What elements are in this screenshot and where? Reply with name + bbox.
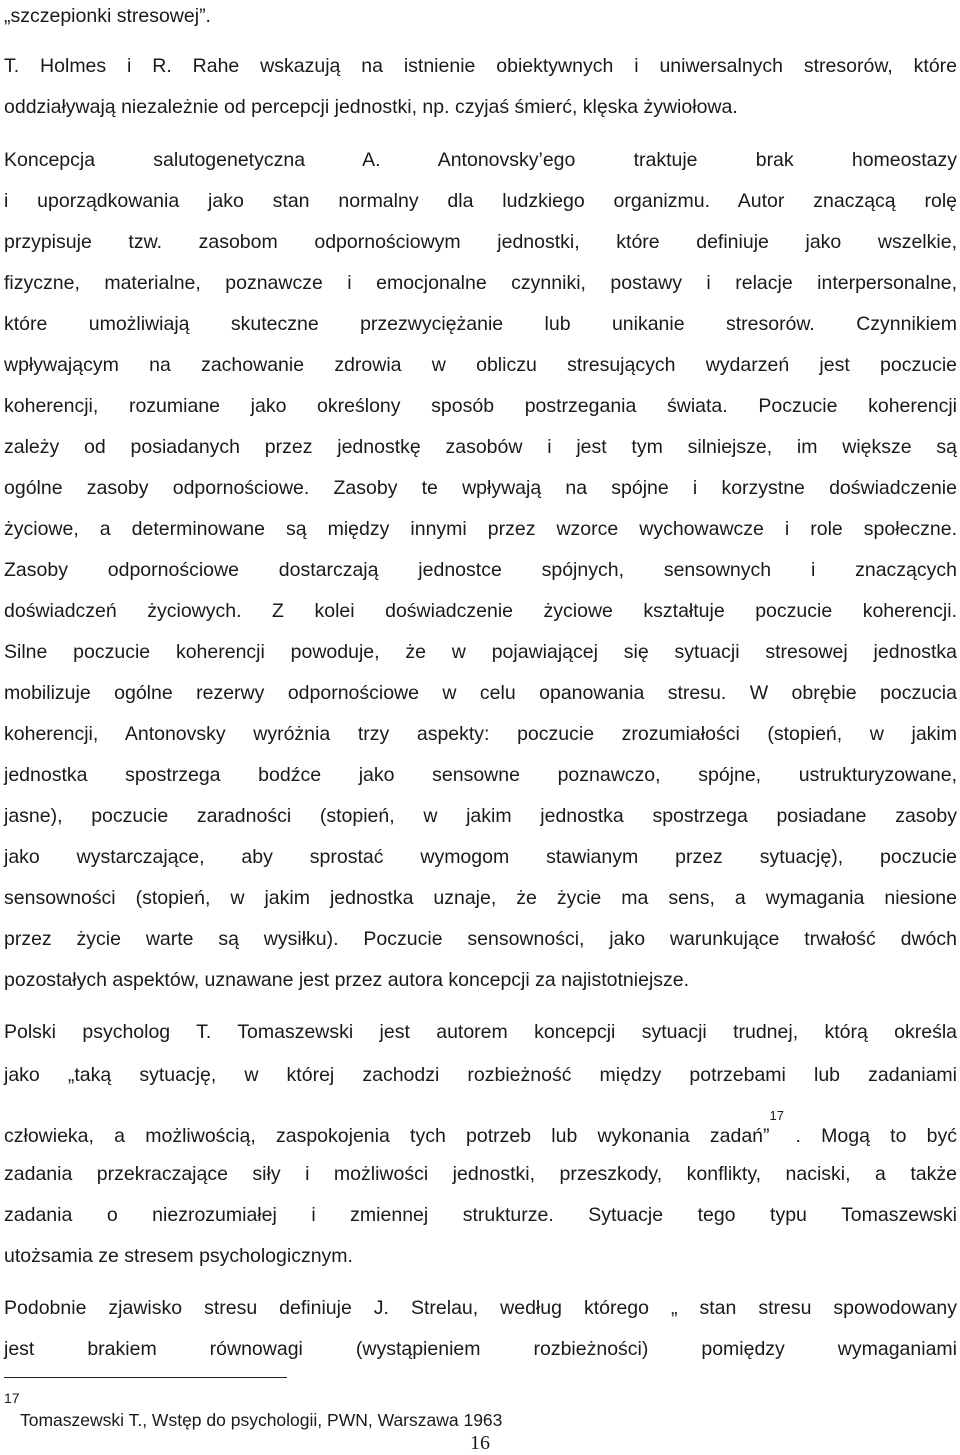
text-line: mobilizuje ogólne rezerwy odpornościowe w celu opanowania stresu. W obrębie poczucia bbox=[4, 682, 957, 704]
text-line: Koncepcja salutogenetyczna A. Antonovsky’ego traktuje brak homeostazy bbox=[4, 149, 957, 171]
text-line: koherencji, Antonovsky wyróżnia trzy aspekty: poczucie zrozumiałości (stopień, w jakim bbox=[4, 723, 957, 745]
text-line: przez życie warte są wysiłku). Poczucie sensowności, jako warunkujące trwałość dwóch bbox=[4, 928, 957, 950]
text-line: sensowności (stopień, w jakim jednostka uznaje, że życie ma sens, a wymagania niesione bbox=[4, 887, 957, 909]
text-line: Polski psycholog T. Tomaszewski jest autorem koncepcji sytuacji trudnej, którą określa bbox=[4, 1021, 957, 1043]
text-line: fizyczne, materialne, poznawcze i emocjonalne czynniki, postawy i relacje interpersonalne, bbox=[4, 272, 957, 294]
text-line: pozostałych aspektów, uznawane jest przez autora koncepcji za najistotniejsze. bbox=[4, 969, 690, 991]
text-line: oddziaływają niezależnie od percepcji jednostki, np. czyjaś śmierć, klęska żywiołowa. bbox=[4, 96, 738, 118]
text-line-with-footnote-ref bbox=[4, 1108, 957, 1150]
text-line: jednostka spostrzega bodźce jako sensowne poznawczo, spójne, ustrukturyzowane, bbox=[4, 764, 957, 786]
text-line: przypisuje tzw. zasobom odpornościowym jednostki, które definiuje jako wszelkie, bbox=[4, 231, 957, 253]
text-line: i uporządkowania jako stan normalny dla ludzkiego organizmu. Autor znaczącą rolę bbox=[4, 190, 957, 212]
text-line: Podobnie zjawisko stresu definiuje J. Strelau, według którego „ stan stresu spowodowany bbox=[4, 1297, 957, 1319]
text-line: Silne poczucie koherencji powoduje, że w pojawiającej się sytuacji stresowej jednostka bbox=[4, 641, 957, 663]
text-line: zadania o niezrozumiałej i zmiennej strukturze. Sytuacje tego typu Tomaszewski bbox=[4, 1204, 957, 1226]
text-segment: . Mogą to być bbox=[795, 1125, 957, 1147]
text-line: ogólne zasoby odpornościowe. Zasoby te wpływają na spójne i korzystne doświadczenie bbox=[4, 477, 957, 499]
footnote-text: Tomaszewski T., Wstęp do psychologii, PWN, Warszawa 1963 bbox=[20, 1410, 503, 1430]
text-line: jako wystarczające, aby sprostać wymogom stawianym przez sytuację), poczucie bbox=[4, 846, 957, 868]
text-line: jasne), poczucie zaradności (stopień, w jakim jednostka spostrzega posiadane zasoby bbox=[4, 805, 957, 827]
footnote-mark: 17 bbox=[4, 1390, 20, 1406]
text-segment: człowieka, a możliwością, zaspokojenia tych potrzeb lub wykonania zadań” bbox=[4, 1125, 770, 1147]
text-line: utożsamia ze stresem psychologicznym. bbox=[4, 1245, 353, 1267]
text-line: zależy od posiadanych przez jednostkę zasobów i jest tym silniejsze, im większe są bbox=[4, 436, 957, 458]
text-line: Zasoby odpornościowe dostarczają jednostce spójnych, sensownych i znaczących bbox=[4, 559, 957, 581]
text-line: życiowe, a determinowane są między innymi przez wzorce wychowawcze i role społeczne. bbox=[4, 518, 957, 540]
text-line: zadania przekraczające siły i możliwości jednostki, przeszkody, konflikty, naciski, a także bbox=[4, 1163, 957, 1185]
text-line: jako „taką sytuację, w której zachodzi rozbieżność między potrzebami lub zadaniami bbox=[4, 1064, 957, 1086]
text-line: T. Holmes i R. Rahe wskazują na istnienie obiektywnych i uniwersalnych stresorów, które bbox=[4, 55, 957, 77]
footnote-reference: 17 bbox=[769, 1108, 784, 1123]
text-line: koherencji, rozumiane jako określony sposób postrzegania świata. Poczucie koherencji bbox=[4, 395, 957, 417]
page-number: 16 bbox=[470, 1432, 490, 1454]
text-line: jest brakiem równowagi (wystąpieniem rozbieżności) pomiędzy wymaganiami bbox=[4, 1338, 957, 1360]
text-line: „szczepionki stresowej”. bbox=[4, 5, 211, 27]
footnote-separator bbox=[4, 1377, 287, 1378]
text-line: doświadczeń życiowych. Z kolei doświadczenie życiowe kształtuje poczucie koherencji. bbox=[4, 600, 957, 622]
text-line: które umożliwiają skuteczne przezwyciężanie lub unikanie stresorów. Czynnikiem bbox=[4, 313, 957, 335]
text-line: wpływającym na zachowanie zdrowia w obliczu stresujących wydarzeń jest poczucie bbox=[4, 354, 957, 376]
